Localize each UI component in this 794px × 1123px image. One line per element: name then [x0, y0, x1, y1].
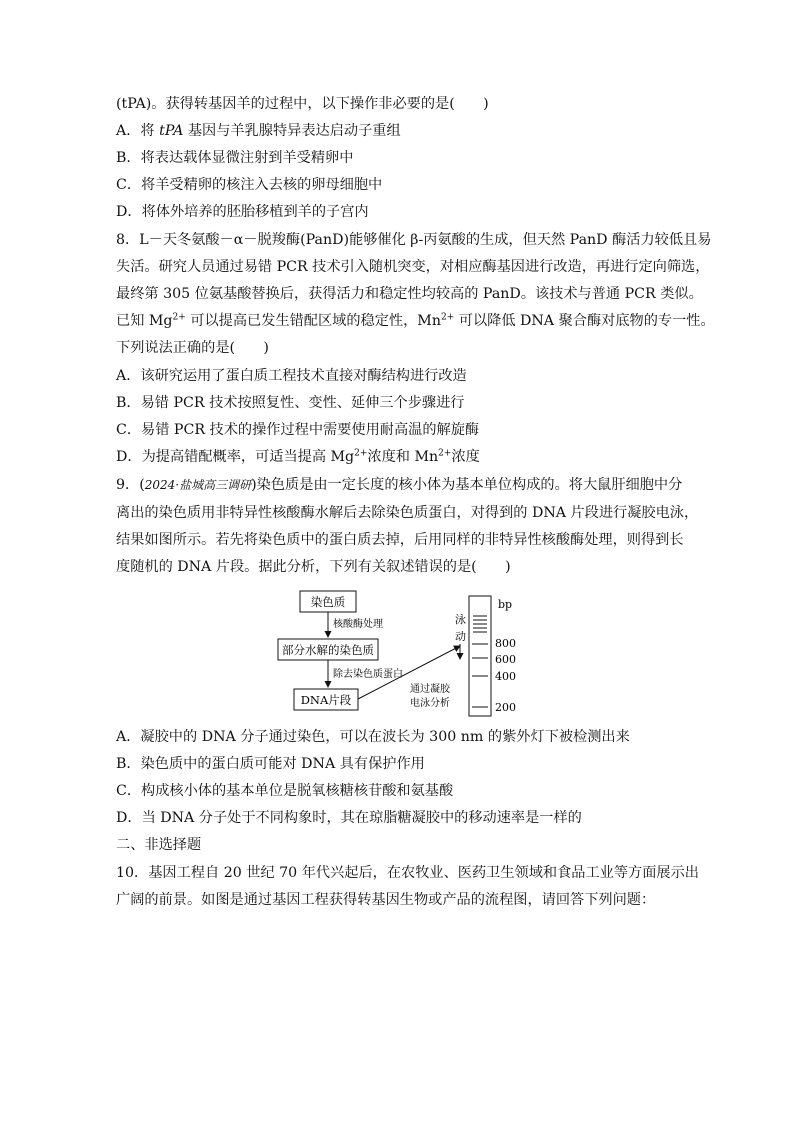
- q7-option-d: D．将体外培养的胚胎移植到羊的子宫内: [116, 204, 369, 220]
- step1-label: 核酸酶处理: [333, 619, 383, 630]
- q8-option-a: A．该研究运用了蛋白质工程技术直接对酶结构进行改造: [116, 368, 467, 384]
- dna-fragment-label: DNA片段: [300, 693, 352, 707]
- gel-analysis-label-2: 电泳分析: [410, 698, 450, 709]
- q9-option-d: D．当 DNA 分子处于不同构象时，其在琼脂糖凝胶中的移动速率是一样的: [116, 810, 582, 826]
- q9-source: 2024·盐城高三调研: [144, 478, 252, 492]
- section-title: 二、非选择题: [116, 837, 202, 853]
- marker-800: 800: [495, 637, 516, 650]
- q8-option-d: D．为提高错配概率，可适当提高 $Mg^{2+}$浓度和 $Mn^{2+}$浓度: [116, 448, 480, 465]
- gel-bands: [472, 616, 488, 707]
- q10-stem-line2: 广阔的前景。如图是通过基因工程获得转基因生物或产品的流程图，请回答下列问题：: [116, 892, 656, 908]
- q8-option-c: C．易错 PCR 技术的操作过程中需要使用耐高温的解旋酶: [116, 422, 480, 438]
- q8-option-b: B．易错 PCR 技术按照复性、变性、延伸三个步骤进行: [116, 395, 465, 411]
- chromatin-label: 染色质: [310, 595, 346, 609]
- q9-option-c: C．构成核小体的基本单位是脱氧核糖核苷酸和氨基酸: [116, 783, 454, 799]
- q8-stem-line1: 8．L－天冬氨酸－α－脱羧酶(PanD)能够催化 β-丙氨酸的生成，但天然 PanD 酶活力较低且易: [116, 232, 712, 248]
- q7-option-c: C．将羊受精卵的核注入去核的卵母细胞中: [116, 177, 383, 193]
- gel-lane: [469, 596, 491, 716]
- q9-option-a: A．凝胶中的 DNA 分子通过染色，可以在波长为 300 nm 的紫外灯下被检测出来: [116, 729, 630, 745]
- q7-stem-tail: (tPA)。获得转基因羊的过程中，以下操作非必要的是( ): [116, 96, 489, 112]
- q8-stem-line4: 已知 $Mg^{2+}$ 可以提高已发生错配区域的稳定性，$Mn^{2+}$ 可以降低 DNA 聚合酶对底物的专一性。: [116, 312, 715, 329]
- migration-label-2: 动: [455, 630, 466, 643]
- q9-stem-line1: 9．(2024·盐城高三调研)染色质是由一定长度的核小体为基本单位构成的。将大鼠肝细胞中分: [116, 477, 683, 493]
- q9-option-b: B．染色质中的蛋白质可能对 DNA 具有保护作用: [116, 756, 425, 772]
- q7-option-b: B．将表达载体显微注射到羊受精卵中: [116, 150, 354, 166]
- q7-option-a: A．将 tPA 基因与羊乳腺特异表达启动子重组: [116, 123, 401, 139]
- bp-unit-label: bp: [498, 598, 513, 611]
- marker-200: 200: [495, 701, 516, 714]
- migration-label-1: 泳: [455, 613, 466, 626]
- partial-digest-label: 部分水解的染色质: [282, 643, 374, 657]
- q8-stem-line3: 最终第 305 位氨基酸替换后，获得活力和稳定性均较高的 PanD。该技术与普通 PCR 类似。: [116, 286, 703, 302]
- step2-label: 除去染色质蛋白: [333, 669, 403, 680]
- q8-stem-line2: 失活。研究人员通过易错 PCR 技术引入随机突变，对相应酶基因进行改造，再进行定向筛选，: [116, 259, 710, 275]
- q10-stem-line1: 10．基因工程自 20 世纪 70 年代兴起后，在农牧业、医药卫生领域和食品工业等方面展示出: [116, 865, 699, 881]
- q8-stem-line5: 下列说法正确的是( ): [116, 340, 269, 356]
- marker-600: 600: [495, 653, 516, 666]
- marker-400: 400: [495, 670, 516, 683]
- q9-stem-line3: 结果如图所示。若先将染色质中的蛋白质去掉，后用同样的非特异性核酸酶处理，则得到长: [116, 532, 684, 548]
- q9-stem-line4: 度随机的 DNA 片段。据此分析，下列有关叙述错误的是( ): [116, 559, 511, 575]
- q9-stem-line2: 离出的染色质用非特异性核酸酶水解后去除染色质蛋白，对得到的 DNA 片段进行凝胶电泳，: [116, 505, 699, 521]
- gel-analysis-label-1: 通过凝胶: [410, 684, 450, 695]
- electrophoresis-figure: [260, 586, 530, 720]
